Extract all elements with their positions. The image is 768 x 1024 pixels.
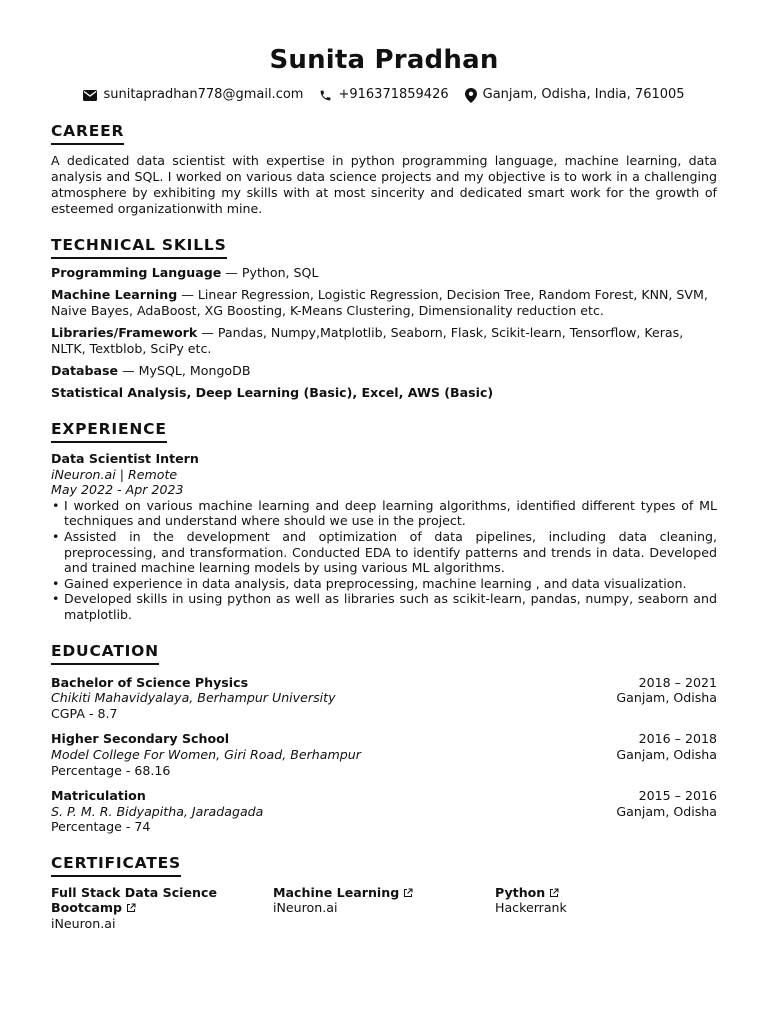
section-title-skills: TECHNICAL SKILLS (51, 236, 227, 259)
edu-school: S. P. M. R. Bidyapitha, Jaradagada (51, 803, 264, 819)
email-text: sunitapradhan778@gmail.com (103, 87, 304, 102)
cert-link[interactable]: Bootcamp (51, 900, 273, 916)
career-section (51, 121, 717, 217)
cert-link[interactable]: Python (495, 885, 717, 901)
skill-ml: Machine Learning — Linear Regression, Logistic Regression, Decision Tree, Random Forest, KNN, SVM, Naive Bayes, AdaBoost, XG Boosting, K-Means Clustering, Dimensionality reduction etc. (51, 287, 708, 318)
experience-section (51, 419, 717, 623)
career-summary: A dedicated data scientist with expertise in python programming language, machine learning, data analysis and SQL. I worked on various data science projects and my objective is to work in a challenging atmosphere by exhibiting my skills with at most sincerity and dedicated smart work for the growth of esteemed organizationwith mine. (51, 153, 717, 216)
certificate-item (273, 885, 495, 932)
education-entry (51, 675, 717, 722)
list-item: • I worked on various machine learning and deep learning algorithms, identified different types of ML techniques and understand where should we use in the project. (64, 498, 717, 529)
list-item: • Gained experience in data analysis, data preprocessing, machine learning , and data visualization. (64, 576, 717, 592)
cert-link[interactable]: Machine Learning (273, 885, 495, 901)
edu-place: Ganjam, Odisha (616, 690, 717, 706)
job-dates: May 2022 - Apr 2023 (51, 482, 184, 498)
edu-degree: Matriculation (51, 788, 146, 804)
contact-phone[interactable] (319, 87, 448, 103)
education-section (51, 641, 717, 835)
edu-score: CGPA - 8.7 (51, 705, 118, 721)
phone-text: +916371859426 (338, 87, 449, 102)
edu-score: Percentage - 68.16 (51, 762, 171, 778)
certificates-section (51, 853, 717, 932)
contact-email[interactable] (83, 87, 303, 103)
job-title: Data Scientist Intern (51, 451, 199, 466)
list-item: • Developed skills in using python as well as libraries such as scikit-learn, pandas, numpy, seaborn and matplotlib. (64, 591, 717, 622)
cert-issuer: iNeuron.ai (273, 900, 338, 916)
phone-icon (319, 89, 332, 102)
certificate-item (495, 885, 717, 932)
section-title-certificates: CERTIFICATES (51, 854, 181, 877)
edu-place: Ganjam, Odisha (616, 803, 717, 819)
education-entry (51, 731, 717, 778)
cert-issuer: iNeuron.ai (51, 916, 116, 932)
envelope-icon (83, 90, 97, 101)
edu-years: 2018 – 2021 (638, 674, 717, 690)
external-link-icon[interactable] (403, 888, 413, 898)
edu-school: Chikiti Mahavidyalaya, Berhampur University (51, 690, 336, 706)
education-entry (51, 788, 717, 835)
skill-libraries: Libraries/Framework — Pandas, Numpy,Matplotlib, Seaborn, Flask, Scikit-learn, Tensorflow, Keras, NLTK, Textblob, SciPy etc. (51, 325, 684, 356)
certificate-item (51, 885, 273, 932)
location-text: Ganjam, Odisha, India, 761005 (482, 87, 685, 102)
edu-score: Percentage - 74 (51, 819, 151, 835)
edu-years: 2015 – 2016 (638, 788, 717, 804)
list-item: • Assisted in the development and optimization of data pipelines, including data cleaning, preprocessing, and transformation. Conducted EDA to identify patterns and trends in data. Developed and trained machine learning models by using various ML algorithms. (64, 529, 717, 576)
edu-years: 2016 – 2018 (638, 731, 717, 747)
contact-location (465, 87, 685, 103)
external-link-icon[interactable] (126, 903, 136, 913)
skill-programming: Programming Language — Python, SQL (51, 265, 319, 280)
section-title-education: EDUCATION (51, 642, 159, 665)
job-bullets (51, 498, 717, 623)
edu-degree: Bachelor of Science Physics (51, 674, 249, 690)
external-link-icon[interactable] (549, 888, 559, 898)
cert-issuer: Hackerrank (495, 900, 567, 916)
skills-section (51, 235, 717, 401)
certificate-list (51, 885, 717, 932)
job-company: iNeuron.ai | Remote (51, 466, 178, 482)
section-title-career: CAREER (51, 122, 124, 145)
cert-name: Full Stack Data Science (51, 884, 217, 900)
candidate-name: Sunita Pradhan (269, 45, 499, 75)
skill-extra: Statistical Analysis, Deep Learning (Basic), Excel, AWS (Basic) (51, 385, 494, 400)
job-entry (51, 451, 717, 623)
edu-place: Ganjam, Odisha (616, 746, 717, 762)
edu-degree: Higher Secondary School (51, 731, 230, 747)
map-pin-icon (465, 88, 477, 103)
edu-school: Model College For Women, Giri Road, Berhampur (51, 746, 361, 762)
skill-database: Database — MySQL, MongoDB (51, 363, 251, 378)
contact-bar (51, 87, 717, 103)
section-title-experience: EXPERIENCE (51, 420, 167, 443)
